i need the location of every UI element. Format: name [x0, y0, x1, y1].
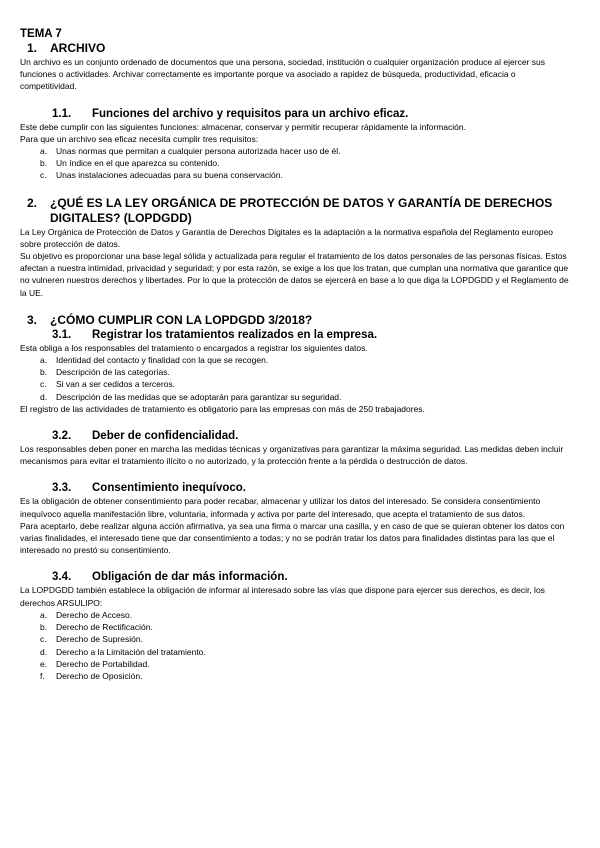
section-title: ¿QUÉ ES LA LEY ORGÁNICA DE PROTECCIÓN DE DATOS Y GARANTÍA DE DERECHOS DIGITALES? (LOPDGDD)	[50, 195, 553, 225]
subsection-number: 3.3.	[52, 482, 72, 495]
list-text: Derecho a la Limitación del tratamiento.	[56, 646, 206, 657]
subsection-3-3-heading	[20, 481, 572, 495]
list-item	[20, 169, 572, 181]
topic-title: TEMA 7	[20, 28, 62, 40]
paragraph: La Ley Orgánica de Protección de Datos y Garantía de Derechos Digitales es la adaptación a la normativa española del Reglamento europeo sobre protección de datos.	[20, 226, 553, 249]
list-item	[20, 646, 572, 658]
subsection-number: 3.1.	[52, 328, 72, 341]
list-item	[20, 609, 572, 621]
list-item	[20, 670, 572, 682]
paragraph: Los responsables deben poner en marcha las medidas técnicas y organizativas para garantizar la máxima seguridad. Las medidas deben incluir mecanismos para evitar el tratamiento ilícito o no autorizado, y la protección frente a la pérdida o destrucción de datos.	[20, 444, 564, 467]
subsection-1-1-heading	[20, 107, 572, 121]
document-page	[20, 28, 572, 682]
list-marker: b.	[40, 622, 48, 633]
rights-list	[20, 609, 572, 682]
requirements-list	[20, 145, 572, 182]
paragraph: El registro de las actividades de tratamiento es obligatorio para las empresas con más de 250 trabajadores.	[20, 403, 425, 414]
list-marker: d.	[40, 646, 48, 657]
subsection-title: Consentimiento inequívoco.	[92, 482, 246, 495]
section-number: 2.	[27, 195, 38, 210]
list-item	[20, 633, 572, 645]
subsection-title: Obligación de dar más información.	[92, 571, 288, 584]
list-marker: b.	[40, 158, 48, 169]
list-marker: e.	[40, 658, 48, 669]
list-item	[20, 366, 572, 378]
subsection-title: Registrar los tratamientos realizados en la empresa.	[92, 328, 378, 341]
section-title: ARCHIVO	[50, 41, 106, 55]
paragraph: Para que un archivo sea eficaz necesita cumplir tres requisitos:	[20, 133, 259, 144]
list-text: Descripción de las categorías.	[56, 367, 170, 378]
list-item	[20, 621, 572, 633]
section-3-heading	[20, 313, 572, 328]
subsection-title: Deber de confidencialidad.	[92, 430, 239, 443]
list-item	[20, 145, 572, 157]
paragraph: Un archivo es un conjunto ordenado de documentos que una persona, sociedad, institución o cualquier organización produce al ejercer sus funciones o actividades. Archivar correctamente es importante porque va asociado a rapidez de búsqueda, productividad, eficacia o competitividad.	[20, 57, 545, 92]
list-marker: b.	[40, 367, 48, 378]
subsection-number: 3.2.	[52, 430, 72, 443]
paragraph: Este debe cumplir con las siguientes funciones: almacenar, conservar y permitir recuperar rápidamente la información.	[20, 121, 466, 132]
list-marker: a.	[40, 355, 48, 366]
list-text: Si van a ser cedidos a terceros.	[56, 379, 176, 390]
register-data-list	[20, 354, 572, 403]
list-text: Un índice en el que aparezca su contenido.	[56, 158, 220, 169]
paragraph: La LOPDGDD también establece la obligación de informar al interesado sobre las vías que dispone para ejercer sus derechos, es decir, los derechos ARSULIPO:	[20, 585, 545, 608]
subsection-3-1-heading	[20, 328, 572, 342]
paragraph: Es la obligación de obtener consentimiento para poder recabar, almacenar y utilizar los datos del interesado. Se considera consentimiento inequívoco aquella manifestación libre, voluntaria, informada y activa por parte del interesado, que acepta el tratamiento de sus datos.	[20, 496, 541, 519]
list-item	[20, 354, 572, 366]
section-title: ¿CÓMO CUMPLIR CON LA LOPDGDD 3/2018?	[50, 312, 313, 327]
subsection-3-4-heading	[20, 570, 572, 584]
list-marker: a.	[40, 146, 48, 157]
list-text: Derecho de Oposición.	[56, 670, 143, 681]
list-text: Unas instalaciones adecuadas para su buena conservación.	[56, 170, 283, 181]
paragraph: Su objetivo es proporcionar una base legal sólida y actualizada para regular el tratamiento de los datos personales de las personas físicas. Estos afectan a nuestra intimidad, privacidad y seguridad; y por esta razón, se exige a los que los tratan, que cumplan una normativa que garantice que no vulneren nuestros derechos y libertades. Por lo que la protección de datos se ejercerá en base a lo que diga la LOPDGDD y el Reglamento de la UE.	[20, 251, 569, 298]
subsection-number: 3.4.	[52, 571, 72, 584]
paragraph: Para aceptarlo, debe realizar alguna acción afirmativa, ya sea una firma o marcar una casilla, y en caso de que se quieran obtener los datos con varias finalidades, el interesado tiene que dar consentimiento a todas; y no se podrán tratar los datos para finalidades distintas para las que el interesado no prestó su consentimiento.	[20, 520, 565, 556]
paragraph: Esta obliga a los responsables del tratamiento o encargados a registrar los siguientes datos.	[20, 342, 368, 353]
section-number: 3.	[27, 312, 38, 327]
list-item	[20, 378, 572, 390]
subsection-3-2-heading	[20, 429, 572, 443]
list-text: Derecho de Rectificación.	[56, 622, 153, 633]
list-text: Unas normas que permitan a cualquier persona autorizada hacer uso de él.	[56, 146, 341, 157]
list-text: Derecho de Supresión.	[56, 634, 143, 645]
section-2-heading	[20, 196, 572, 226]
list-item	[20, 658, 572, 670]
list-marker: c.	[40, 379, 47, 390]
subsection-number: 1.1.	[52, 107, 72, 120]
subsection-title: Funciones del archivo y requisitos para un archivo eficaz.	[92, 107, 409, 120]
list-item	[20, 391, 572, 403]
list-text: Derecho de Acceso.	[56, 609, 133, 620]
section-number: 1.	[27, 41, 38, 55]
list-text: Descripción de las medidas que se adoptarán para garantizar su seguridad.	[56, 391, 342, 402]
section-1-heading	[20, 41, 572, 56]
list-marker: a.	[40, 609, 48, 620]
list-marker: c.	[40, 170, 47, 181]
list-marker: d.	[40, 391, 48, 402]
list-marker: f.	[40, 670, 45, 681]
list-text: Identidad del contacto y finalidad con la que se recogen.	[56, 355, 269, 366]
list-marker: c.	[40, 634, 47, 645]
list-text: Derecho de Portabilidad.	[56, 658, 150, 669]
list-item	[20, 157, 572, 169]
